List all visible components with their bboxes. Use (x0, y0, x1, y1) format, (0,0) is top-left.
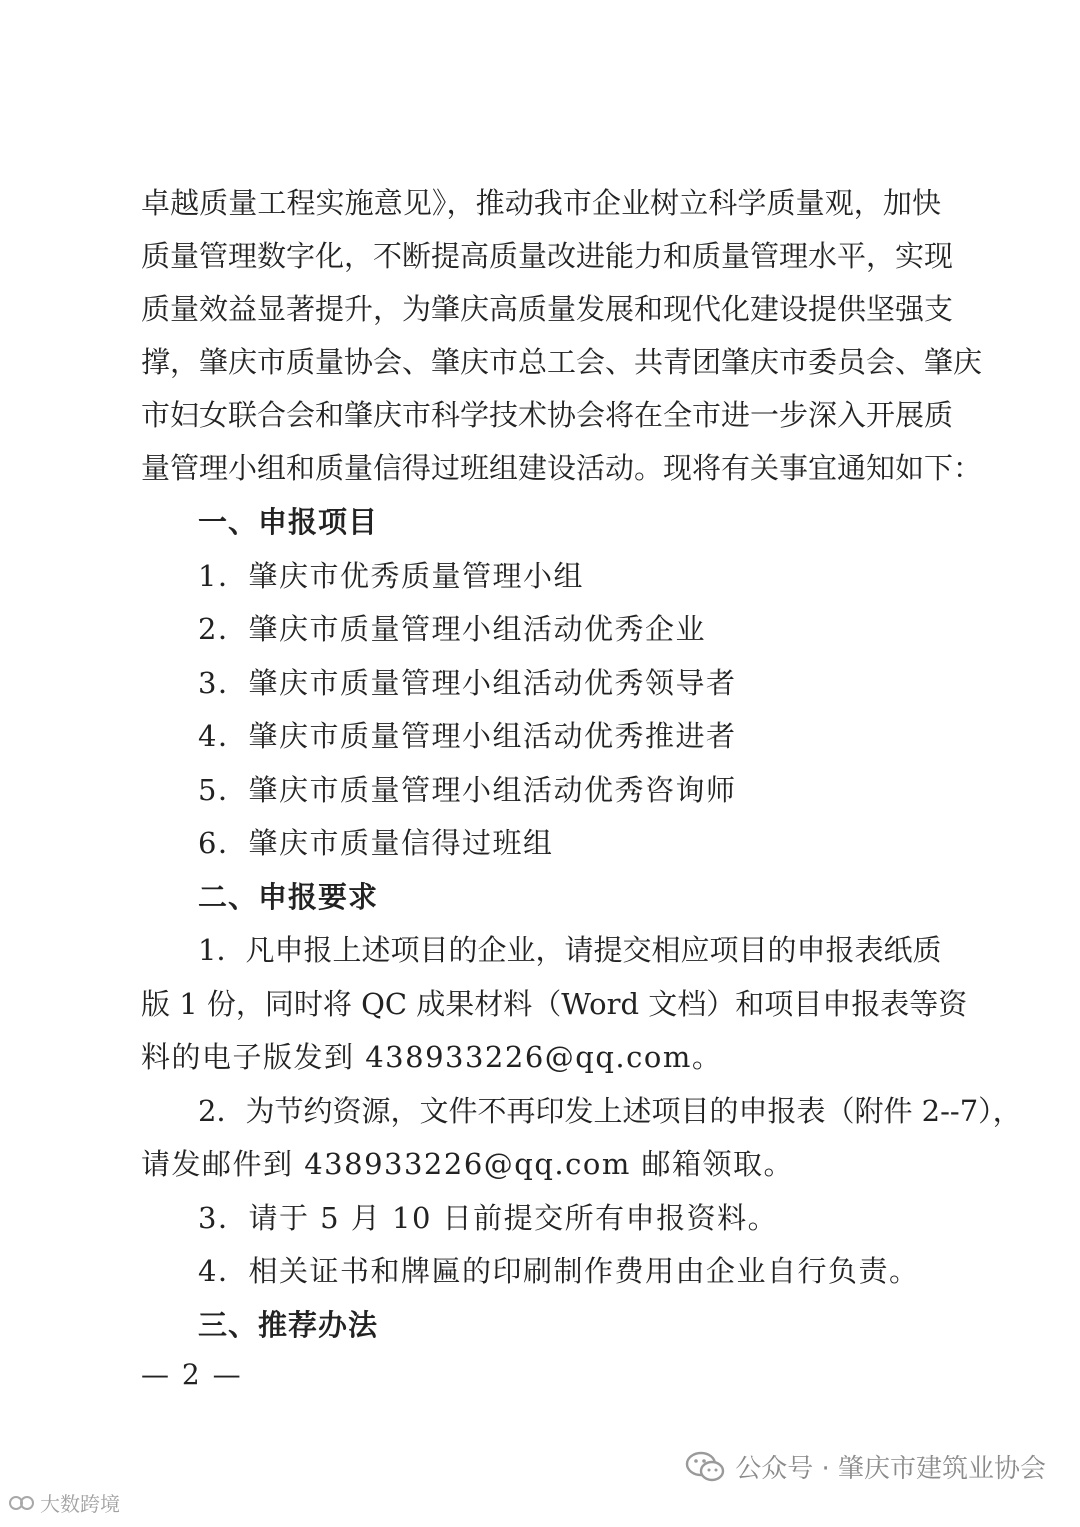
list-item: 4．肇庆市质量管理小组活动优秀推进者 (198, 719, 737, 753)
list-item: 1．肇庆市优秀质量管理小组 (198, 559, 584, 593)
section-heading-requirements: 二、申报要求 (198, 880, 379, 914)
list-item: 3．肇庆市质量管理小组活动优秀领导者 (198, 666, 737, 700)
watermark-text: 公众号 · 肇庆市建筑业协会 (735, 1454, 1046, 1484)
requirement-line: 2．为节约资源，文件不再印发上述项目的申报表（附件 2--7）， (198, 1094, 1022, 1128)
page-number: — 2 — (141, 1358, 243, 1391)
requirement-line: 请发邮件到 438933226@qq.com 邮箱领取。 (141, 1147, 795, 1181)
list-item: 6．肇庆市质量信得过班组 (198, 826, 554, 860)
logo-icon (8, 1492, 36, 1514)
requirement-line: 4．相关证书和牌匾的印刷制作费用由企业自行负责。 (198, 1254, 920, 1288)
section-heading-recommendation: 三、推荐办法 (198, 1308, 379, 1342)
body-line: 质量效益显著提升，为肇庆高质量发展和现代化建设提供坚强支 (141, 292, 954, 326)
list-item: 2．肇庆市质量管理小组活动优秀企业 (198, 612, 706, 646)
body-line: 量管理小组和质量信得过班组建设活动。现将有关事宜通知如下： (141, 451, 983, 485)
body-line: 撑，肇庆市质量协会、肇庆市总工会、共青团肇庆市委员会、肇庆 (141, 345, 983, 379)
requirement-line: 1．凡申报上述项目的企业，请提交相应项目的申报表纸质 (198, 933, 942, 967)
wechat-watermark (685, 1448, 1046, 1485)
requirement-line: 料的电子版发到 438933226@qq.com。 (141, 1040, 723, 1074)
corner-watermark (8, 1488, 120, 1517)
requirement-line: 版 1 份，同时将 QC 成果材料（Word 文档）和项目申报表等资 (141, 987, 968, 1021)
section-heading-application-items: 一、申报项目 (198, 505, 379, 539)
requirement-line: 3．请于 5 月 10 日前提交所有申报资料。 (198, 1201, 779, 1235)
body-line: 市妇女联合会和肇庆市科学技术协会将在全市进一步深入开展质 (141, 398, 954, 432)
list-item: 5．肇庆市质量管理小组活动优秀咨询师 (198, 773, 737, 807)
body-line: 卓越质量工程实施意见》，推动我市企业树立科学质量观，加快 (141, 186, 941, 220)
corner-watermark-text: 大数跨境 (40, 1492, 120, 1516)
wechat-icon (685, 1450, 725, 1484)
body-line: 质量管理数字化，不断提高质量改进能力和质量管理水平，实现 (141, 239, 954, 273)
